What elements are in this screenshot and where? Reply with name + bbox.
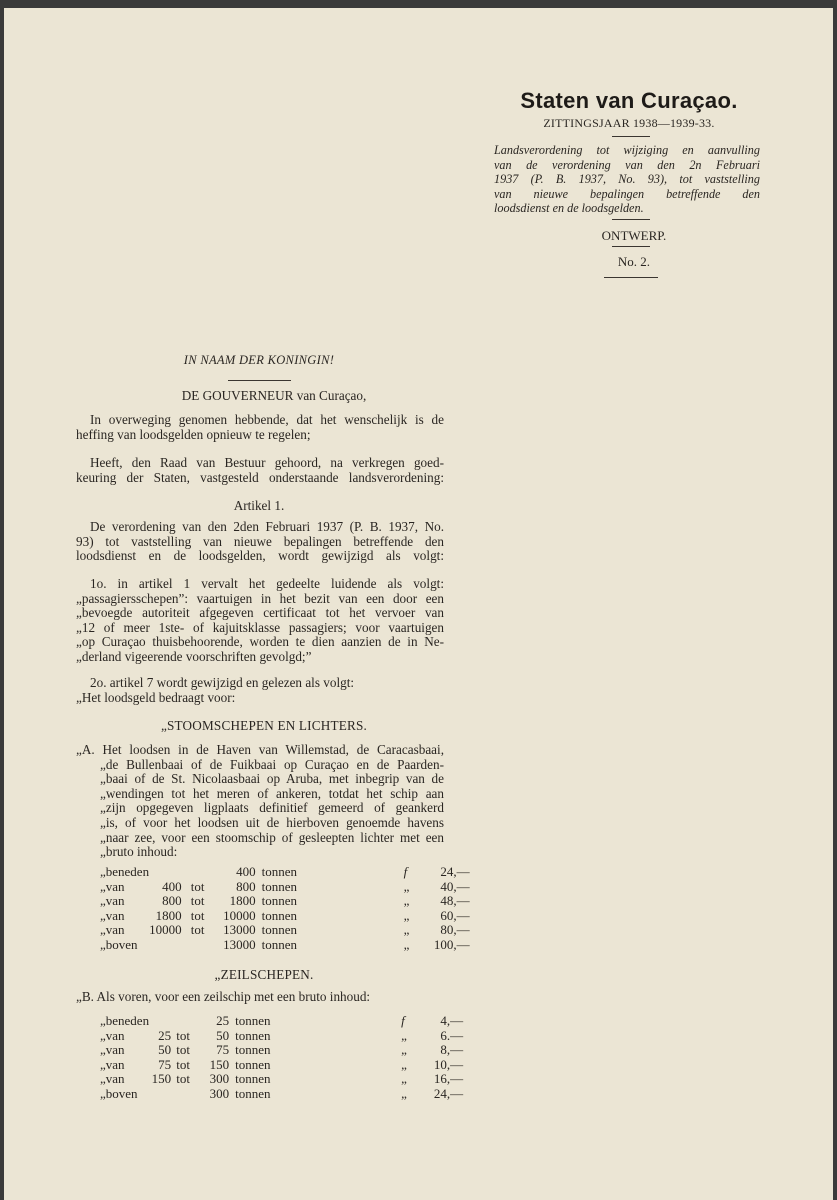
header-rule	[604, 277, 658, 278]
rate-from	[149, 1014, 171, 1029]
rate-tot: tot	[190, 893, 205, 909]
sailships-heading: „ZEILSCHEPEN.	[214, 967, 314, 982]
rate-amount: 40,—	[440, 878, 470, 894]
text-line: „bevoegde autoriteit afgegeven certificaat tot het vervoer van	[76, 605, 444, 621]
subject-line: Landsverordening tot wijziging en aanvulling	[494, 143, 760, 157]
rate-prefix: „beneden	[100, 864, 150, 879]
rate-tot	[171, 1087, 195, 1102]
rate-currency: „	[403, 893, 410, 909]
rate-amount: 24,—	[433, 1085, 464, 1101]
rate-unit: tonnen	[235, 1013, 271, 1028]
text-line: heffing van loodsgelden opnieuw te regelen;	[76, 426, 311, 442]
rate-row	[100, 909, 470, 924]
rate-currency: f	[403, 864, 408, 879]
rate-row	[100, 1014, 463, 1029]
rate-tot: tot	[176, 1027, 190, 1043]
rate-currency: „	[401, 1085, 407, 1101]
section-rule	[228, 380, 291, 381]
rate-to: 75	[216, 1042, 230, 1058]
text-line: „passagiersschepen”: vaartuigen in het bezit van een door een	[76, 590, 444, 606]
rate-from: 400	[162, 878, 182, 894]
rate-amount: 60,—	[440, 907, 470, 923]
rate-amount: 4,—	[440, 1013, 464, 1028]
rate-row	[100, 1043, 463, 1058]
header-rule	[612, 219, 650, 220]
text-line: keuring der Staten, vastgesteld onderstaande landsverordening:	[76, 469, 444, 485]
rate-prefix: „van	[100, 878, 125, 894]
text-line: „is, of voor het loodsen uit de hierboven genoemde havens	[100, 814, 444, 830]
rate-unit: tonnen	[261, 907, 297, 923]
text-line: „zijn opgegeven ligplaats definitief gemeerd of geankerd	[100, 800, 444, 816]
rate-unit: tonnen	[235, 1027, 271, 1043]
subject-block	[494, 143, 760, 216]
text-line: „derland vigeerende voorschriften gevolgd;”	[76, 648, 312, 664]
rate-amount: 48,—	[440, 893, 470, 909]
text-line: 93) tot vaststelling van nieuwe bepalingen betreffende den	[76, 533, 444, 549]
rate-to: 50	[216, 1027, 230, 1043]
rate-tot: tot	[176, 1042, 190, 1058]
rate-tot: tot	[190, 922, 205, 938]
rate-prefix: „van	[100, 893, 125, 909]
rate-row	[100, 1029, 463, 1044]
rate-from: 75	[158, 1056, 172, 1072]
rate-currency: „	[401, 1042, 407, 1058]
rate-unit: tonnen	[261, 878, 297, 894]
rate-unit: tonnen	[235, 1056, 271, 1072]
steamship-rate-table	[100, 865, 470, 953]
rate-amount: 80,—	[440, 922, 470, 938]
document-number: No. 2.	[617, 254, 651, 269]
rate-to: 400	[236, 864, 256, 879]
rate-tot	[171, 1014, 195, 1029]
rate-row	[100, 1087, 463, 1102]
header-rule	[612, 136, 650, 137]
rate-to: 300	[209, 1085, 230, 1101]
rate-unit: tonnen	[261, 893, 297, 909]
steamships-heading: „STOOMSCHEPEN EN LICHTERS.	[160, 718, 368, 733]
text-line: In overweging genomen hebbende, dat het wenschelijk is de	[90, 412, 444, 427]
rate-tot: tot	[190, 878, 205, 894]
rate-to: 13000	[223, 936, 256, 952]
rate-row	[100, 1058, 463, 1073]
rate-amount: 16,—	[433, 1071, 464, 1087]
rate-amount: 8,—	[440, 1042, 464, 1058]
rate-prefix: „beneden	[100, 1013, 150, 1028]
text-line: De verordening van den 2den Februari 1937 (P. B. 1937, No.	[90, 519, 444, 534]
rate-to: 800	[236, 878, 256, 894]
subject-line: 1937 (P. B. 1937, No. 93), tot vaststelling	[494, 172, 760, 187]
rate-from: 1800	[155, 907, 182, 923]
article-intro	[76, 520, 444, 564]
rate-from: 50	[158, 1042, 172, 1058]
rate-to: 150	[209, 1056, 230, 1072]
subject-line: van de verordening van den 2n Februari	[494, 157, 760, 172]
rate-currency: „	[403, 936, 410, 952]
rate-prefix: „boven	[100, 936, 138, 952]
rate-amount: 24,—	[440, 864, 470, 879]
rate-prefix: „van	[100, 907, 125, 923]
subject-line: loodsdienst en de loodsgelden.	[494, 201, 644, 216]
sailship-rate-table	[100, 1014, 463, 1102]
text-line: „naar zee, voor een stoomschip of gesleepten lichter met een	[100, 829, 444, 845]
rate-prefix: „van	[100, 1042, 125, 1058]
rate-unit: tonnen	[261, 864, 297, 879]
governor-line: DE GOUVERNEUR van Curaçao,	[181, 388, 367, 403]
steamships-clause	[76, 743, 444, 860]
rate-from	[149, 865, 182, 880]
rate-prefix: „van	[100, 1071, 125, 1087]
rate-to: 10000	[223, 907, 256, 923]
rate-from	[149, 938, 182, 953]
rate-prefix: „van	[100, 1027, 125, 1043]
document-page	[4, 8, 833, 1200]
rate-from: 150	[151, 1071, 172, 1087]
rate-tot: tot	[190, 907, 205, 923]
text-line: „bruto inhoud:	[100, 844, 178, 860]
draft-label: ONTWERP.	[601, 228, 667, 243]
rate-from: 10000	[149, 922, 182, 938]
rate-currency: „	[401, 1027, 407, 1043]
article-heading: Artikel 1.	[233, 498, 285, 513]
rate-tot: tot	[176, 1071, 190, 1087]
enactment-paragraph	[76, 456, 444, 485]
text-line: „op Curaçao thuisbehoorende, worden te dien aanzien de in Ne-	[76, 634, 444, 650]
text-line: „baai of de St. Nicolaasbaai op Aruba, met inbegrip van de	[100, 771, 444, 787]
text-line: „wendingen tot het meren of ankeren, totdat het schip aan	[100, 785, 444, 801]
rate-amount: 10,—	[433, 1056, 464, 1072]
text-line: loodsdienst en de loodsgelden, wordt gewijzigd als volgt:	[76, 548, 444, 564]
rate-currency: „	[403, 878, 410, 894]
rate-currency: „	[401, 1071, 407, 1087]
text-line: „12 of meer 1ste- of kajuitsklasse passagiers; voor vaartuigen	[76, 619, 444, 635]
rate-to: 300	[209, 1071, 230, 1087]
amendment-point-1	[76, 577, 444, 665]
invocation: IN NAAM DER KONINGIN!	[183, 353, 335, 367]
rate-row	[100, 923, 470, 938]
text-line: 1o. in artikel 1 vervalt het gedeelte luidende als volgt:	[90, 576, 444, 591]
rate-prefix: „van	[100, 1056, 125, 1072]
rate-currency: „	[403, 907, 410, 923]
rate-currency: „	[401, 1056, 407, 1072]
rate-to: 25	[216, 1013, 230, 1028]
rate-tot	[182, 938, 214, 953]
rate-currency: f	[401, 1013, 405, 1028]
text-line: „A. Het loodsen in de Haven van Willemstad, de Caracasbaai,	[76, 742, 444, 757]
rate-row	[100, 894, 470, 909]
rate-unit: tonnen	[235, 1071, 271, 1087]
rate-unit: tonnen	[235, 1042, 271, 1058]
text-line: 2o. artikel 7 wordt gewijzigd en gelezen als volgt:	[90, 675, 355, 690]
consideration-paragraph	[76, 413, 444, 442]
rate-prefix: „van	[100, 922, 125, 938]
rate-unit: tonnen	[235, 1085, 271, 1101]
rate-tot: tot	[176, 1056, 190, 1072]
subject-line: van nieuwe bepalingen betreffende den	[494, 186, 760, 201]
rate-from: 800	[162, 893, 182, 909]
rate-unit: tonnen	[261, 936, 297, 952]
header-rule	[612, 246, 650, 247]
rate-row	[100, 865, 470, 880]
rate-from	[149, 1087, 171, 1102]
rate-from: 25	[158, 1027, 172, 1043]
text-line: „de Bullenbaai of de Fuikbaai op Curaçao en de Paarden-	[100, 756, 444, 772]
rate-unit: tonnen	[261, 922, 297, 938]
rate-to: 13000	[223, 922, 256, 938]
rate-currency: „	[403, 922, 410, 938]
rate-row	[100, 880, 470, 895]
rate-row	[100, 1072, 463, 1087]
rate-tot	[182, 865, 214, 880]
sailships-intro: „B. Als voren, voor een zeilschip met een bruto inhoud:	[76, 989, 371, 1004]
session-line: ZITTINGSJAAR 1938—1939-33.	[543, 116, 715, 130]
text-line: „Het loodsgeld bedraagt voor:	[76, 689, 236, 705]
rate-to: 1800	[229, 893, 256, 909]
text-line: Heeft, den Raad van Bestuur gehoord, na verkregen goed-	[90, 455, 444, 470]
rate-amount: 100,—	[433, 936, 470, 952]
document-title: Staten van Curaçao.	[520, 88, 738, 113]
amendment-point-2	[76, 676, 444, 705]
rate-amount: 6.—	[440, 1027, 464, 1043]
rate-row	[100, 938, 470, 953]
rate-prefix: „boven	[100, 1085, 138, 1101]
